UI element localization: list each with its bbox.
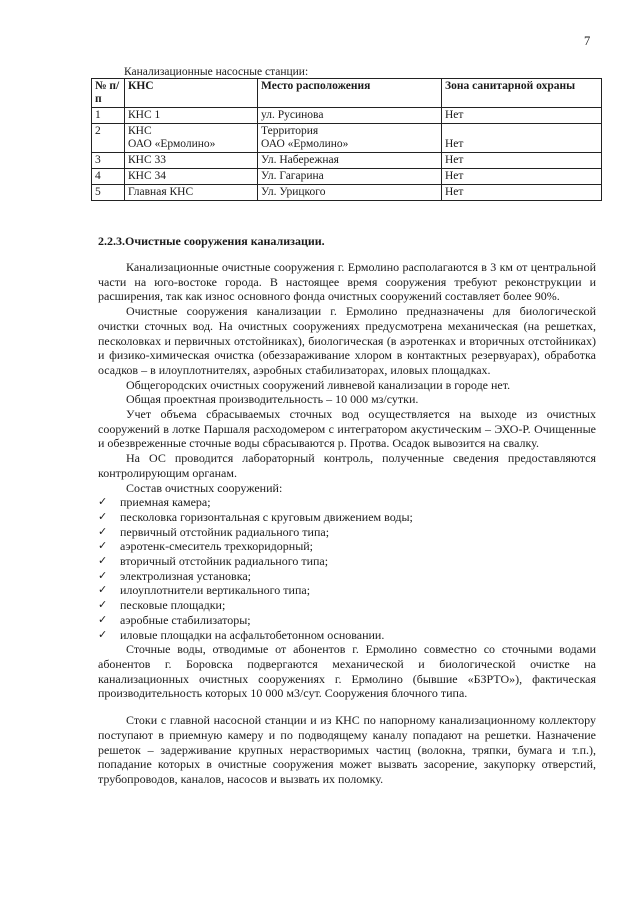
cell-location: Ул. Урицкого (258, 185, 442, 201)
list-item: ✓ первичный отстойник радиального типа; (98, 524, 330, 539)
header-location: Место расположения (258, 79, 442, 108)
list-item: ✓ иловые площадки на асфальтобетонном основании. (98, 627, 385, 642)
checkmark-icon: ✓ (98, 583, 108, 597)
checkmark-icon: ✓ (98, 509, 108, 523)
cell-location: Ул. Гагарина (258, 169, 442, 185)
table-header-row (92, 79, 602, 108)
list-item: ✓ аэробные стабилизаторы; (98, 612, 251, 627)
list-item: ✓ аэротенк-смеситель трехкоридорный; (98, 539, 314, 554)
checkmark-icon: ✓ (98, 627, 108, 641)
checkmark-icon: ✓ (98, 612, 108, 626)
cell-num: 5 (92, 185, 125, 201)
cell-num: 2 (92, 124, 125, 153)
section-heading: 2.2.3.Очистные сооружения канализации. (98, 234, 325, 248)
paragraph: Общегородских очистных сооружений ливневой канализации в городе нет. (126, 377, 511, 392)
cell-name: Главная КНС (125, 185, 258, 201)
cell-location: ул. Русинова (258, 108, 442, 124)
cell-zone: Нет (442, 108, 602, 124)
header-zone: Зона санитарной охраны (442, 79, 602, 108)
cell-location-line: ОАО «Ермолино» (261, 138, 349, 150)
checkmark-icon: ✓ (98, 495, 108, 509)
cell-name: КНС 34 (125, 169, 258, 185)
cell-name: КНС 33 (125, 153, 258, 169)
cell-location-line: Территория (261, 125, 319, 137)
list-item: ✓ вторичный отстойник радиального типа; (98, 554, 329, 569)
cell-zone: Нет (442, 185, 602, 201)
table-row (92, 169, 602, 185)
list-item: ✓ приемная камера; (98, 495, 211, 510)
list-item: ✓ песковые площадки; (98, 598, 226, 613)
cell-name (125, 124, 258, 153)
cell-num: 3 (92, 153, 125, 169)
cell-location: Ул. Набережная (258, 153, 442, 169)
paragraph: Общая проектная производительность – 10 000 мз/сутки. (126, 392, 419, 407)
cell-name-line: КНС (128, 125, 152, 137)
checkmark-icon: ✓ (98, 539, 108, 553)
list-item: ✓ электролизная установка; (98, 568, 252, 583)
header-num: № п/п (92, 79, 125, 108)
paragraph: Состав очистных сооружений: (126, 480, 283, 495)
body-text (98, 260, 596, 787)
checkmark-icon: ✓ (98, 524, 108, 538)
paragraph: Сточные воды, отводимые от абонентов г. Ермолино совместно со сточными водами абонентов г. Боровска подвергаются механической и биологической очистке на канализационных очистных сооружениях г. Ермолино (бывшие «БЗРТО»), фактическая производительность которых 10 000 м3/сут. Сооружения блочного типа. (98, 642, 596, 701)
cell-zone: Нет (442, 124, 602, 153)
table-row (92, 153, 602, 169)
checkmark-icon: ✓ (98, 554, 108, 568)
cell-name-line: ОАО «Ермолино» (128, 138, 216, 150)
checkmark-icon: ✓ (98, 598, 108, 612)
table-row (92, 124, 602, 153)
table-caption: Канализационные насосные станции: (124, 66, 309, 78)
table-row (92, 108, 602, 124)
table-row (92, 185, 602, 201)
paragraph: Канализационные очистные сооружения г. Ермолино располагаются в 3 км от центральной части на юго-востоке города. В настоящее время сооружения требуют реконструкции и расширения, так как износ основного фонда очистных сооружений составляет более 90%. (98, 260, 596, 304)
cell-location (258, 124, 442, 153)
page-number: 7 (584, 34, 591, 48)
paragraph: На ОС проводится лабораторный контроль, полученные сведения предоставляются контролирующим органам. (98, 451, 596, 480)
header-name: КНС (125, 79, 258, 108)
cell-num: 4 (92, 169, 125, 185)
cell-name: КНС 1 (125, 108, 258, 124)
paragraph: Очистные сооружения канализации г. Ермолино предназначены для биологической очистки сточных вод. На очистных сооружениях предусмотрена механическая (на решетках, песколовках и первичных отстойниках), биологическая (в аэротенках и вторичных отстойниках) и физико-химическая очистка (обеззараживание хлором в контактных резервуарах), обработка осадков – в илоуплотнителях, аэробных стабилизаторах, иловых площадках. (98, 304, 596, 377)
list-item: ✓ песколовка горизонтальная с круговым движением воды; (98, 509, 413, 524)
cell-zone: Нет (442, 169, 602, 185)
paragraph: Учет объема сбрасываемых сточных вод осуществляется на выходе из очистных сооружений в лотке Паршаля расходомером с интегратором акустическим – ЭХО-Р. Очищенные и обезвреженные сточные воды сбрасываются р. Протва. Осадок вывозится на свалку. (98, 407, 596, 451)
pump-stations-table (91, 78, 602, 201)
paragraph: Стоки с главной насосной станции и из КНС по напорному канализационному коллектору поступают в приемную камеру и по подводящему каналу попадают на решетки. Назначение решеток – задерживание крупных нерастворимых частиц (волокна, тряпки, бумага и т.п.), попадание которых в очистные сооружения может вызвать засорение, закупорку отверстий, трубопроводов, каналов, насосов и вызвать их поломку. (98, 713, 596, 786)
facility-checklist (98, 495, 596, 642)
cell-num: 1 (92, 108, 125, 124)
cell-zone: Нет (442, 153, 602, 169)
checkmark-icon: ✓ (98, 568, 108, 582)
list-item: ✓ илоуплотнители вертикального типа; (98, 583, 311, 598)
